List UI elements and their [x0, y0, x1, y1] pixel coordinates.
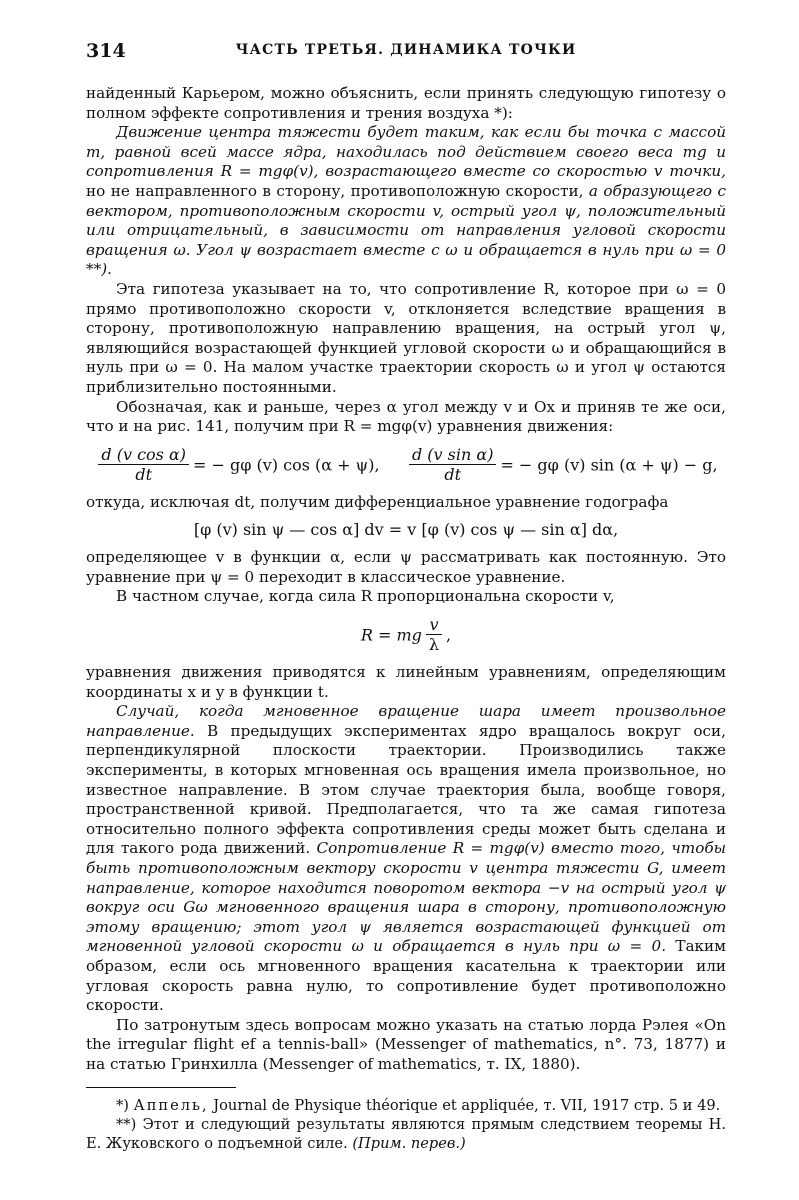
- fraction-cos: [98, 445, 189, 485]
- arbitrary-italic-c: Сопротивление R = mgφ(v) вместо того, чтобы быть противоположным вектору скорости v центра тяжести G, имеет направление, которое находится поворотом вектора −v на острый угол ψ вокруг оси Gω мгновенного вращения шара в сторону, противоположную этому вращению; этот угол ψ является возрастающей функцией от мгновенной угловой скорости ω и обращается в нуль при ω = 0.: [86, 839, 726, 956]
- paragraph-4: Обозначая, как и раньше, через α угол между v и Ox и приняв те же оси, что и на рис. 141, получим при R = mgφ(v) уравнения движения:: [86, 397, 726, 436]
- footnote-separator: [86, 1087, 236, 1088]
- page-number: 314: [86, 40, 126, 62]
- hypothesis-italic-a: Движение центра тяжести будет таким, как если бы точка с массой m, равной всей массе ядра, находилась под действием своего веса mg и сопротивления R = mgφ(v), возрастающего вместе со скоростью v точки,: [86, 123, 726, 181]
- fraction-v: v: [426, 615, 442, 636]
- equation-motion: [86, 445, 726, 485]
- paragraph-hypothesis: [86, 123, 726, 280]
- equation-r-tail: ,: [446, 625, 452, 645]
- fraction-sin: [409, 445, 496, 485]
- footnote-1: [86, 1096, 726, 1115]
- paragraph-8: уравнения движения приводятся к линейным уравнениям, определяющим координаты x и y в функции t.: [86, 663, 726, 701]
- fraction-v-lambda: [426, 615, 442, 655]
- fraction-cos-denominator: dt: [135, 465, 153, 485]
- footnote-1-text: Journal de Physique théorique et appliquée, т. VII, 1917 стр. 5 и 49.: [208, 1096, 721, 1114]
- footnote-1-mark: *): [116, 1096, 134, 1114]
- fraction-sin-denominator: dt: [444, 465, 462, 485]
- arbitrary-plain-b: В предыдущих экспериментах ядро вращалось вокруг оси, перпендикулярной плоскости траектории. Производились также эксперименты, в которых мгновенная ось вращения имела произвольное, но известное направление. В этом случае траектория была, вообще говоря, пространственной кривой. Предполагается, что та же самая гипотеза относительно полного эффекта сопротивления среды может быть сделана и для такого рода движений.: [86, 721, 726, 858]
- fraction-cos-numerator: d (v cos α): [98, 445, 189, 466]
- hypothesis-plain-b: но не направленного в сторону, противоположную скорости,: [86, 181, 589, 200]
- paragraph-references: По затронутым здесь вопросам можно указать на статью лорда Рэлея «On the irregular flight ef a tennis-ball» (Messenger of mathematics, n°. 73, 1877) и на статью Гринхилла (Messenger of mathematics, т. IX, 1880).: [86, 1015, 726, 1073]
- running-title: ЧАСТЬ ТРЕТЬЯ. ДИНАМИКА ТОЧКИ: [235, 42, 577, 58]
- equation-linear-resistance: [86, 615, 726, 655]
- equation-r-left: R = mg: [360, 625, 422, 645]
- footnote-2: [86, 1115, 726, 1153]
- paragraph-6: определяющее v в функции α, если ψ рассматривать как постоянную. Это уравнение при ψ = 0 переходит в классическое уравнение.: [86, 548, 726, 586]
- arbitrary-plain-d: Таким образом, если ось мгновенного вращения касательна к траектории или угловая скорость равна нулю, то сопротивление будет противоположно скорости.: [86, 937, 726, 1015]
- paragraph-7: В частном случае, когда сила R пропорциональна скорости v,: [116, 587, 615, 606]
- equation-motion-right-rest: = − gφ (v) sin (α + ψ) − g,: [500, 454, 718, 474]
- footnote-1-author: Аппель,: [133, 1096, 209, 1114]
- fraction-lambda: λ: [428, 635, 440, 655]
- main-text: [86, 84, 726, 1153]
- paragraph-3: Эта гипотеза указывает на то, что сопротивление R, которое при ω = 0 прямо противоположно скорости v, отклоняется вследствие вращения в сторону, противоположную направлению вращения, на острый угол ψ, являющийся возрастающей функцией угловой скорости ω и обращающийся в нуль при ω = 0. На малом участке траектории скорость ω и угол ψ остаются приблизительно постоянными.: [86, 279, 726, 396]
- equation-motion-left-rest: = − gφ (v) cos (α + ψ),: [193, 454, 380, 474]
- hypothesis-italic-c: а образующего с вектором, противоположным скорости v, острый угол ψ, положительный или отрицательный, в зависимости от направления угловой скорости вращения ω. Угол ψ возрастает вместе с ω и обращается в нуль при ω = 0 **).: [86, 181, 726, 279]
- footnote-2-text: **) Этот и следующий результаты являются прямым следствием теоремы Н. Е. Жуковского о подъемной силе.: [86, 1115, 726, 1152]
- footnote-2-note: (Прим. перев.): [352, 1134, 466, 1152]
- fraction-sin-numerator: d (v sin α): [409, 445, 496, 466]
- paragraph-1: найденный Карьером, можно объяснить, если принять следующую гипотезу о полном эффекте сопротивления и трения воздуха *):: [86, 84, 726, 122]
- page-header: [86, 40, 726, 66]
- equation-hodograph: [φ (v) sin ψ — cos α] dv = v [φ (v) cos ψ — sin α] dα,: [193, 520, 619, 540]
- arbitrary-italic-a: Случай, когда мгновенное вращение шара имеет произвольное направление.: [86, 702, 726, 740]
- paragraph-arbitrary-rotation: [86, 702, 726, 1016]
- paragraph-5: откуда, исключая dt, получим дифференциальное уравнение годографа: [86, 492, 669, 511]
